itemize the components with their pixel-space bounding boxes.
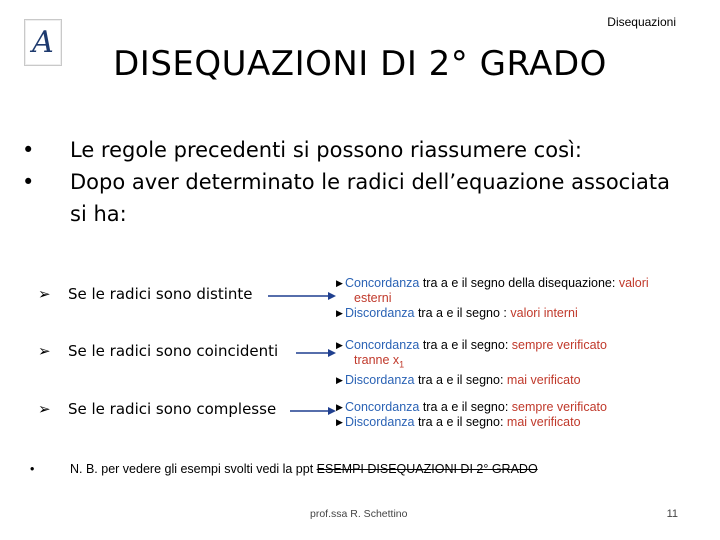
page-title: DISEQUAZIONI DI 2° GRADO <box>113 44 607 84</box>
rule-keyword: Concordanza <box>345 276 420 290</box>
intro-item <box>22 134 682 166</box>
rule-result-cont: tranne x <box>354 353 400 367</box>
rule-line <box>336 415 696 430</box>
note-text: N. B. per vedere gli esempi svolti vedi la ppt <box>70 462 317 476</box>
logo: A <box>24 19 62 66</box>
arrow-bullet-icon: ➢ <box>38 400 51 418</box>
rule-result-cont: esterni <box>354 291 392 305</box>
rule-result: sempre verificato <box>511 400 607 414</box>
intro-list <box>22 134 682 230</box>
case-coincident <box>38 342 278 360</box>
rule-result: mai verificato <box>506 372 581 387</box>
rule-result: valori <box>618 276 649 290</box>
triangle-bullet-icon: ▶ <box>336 340 343 350</box>
case-distinct <box>38 285 253 303</box>
rule-text: tra a e il segno: <box>419 400 512 414</box>
rule-result: sempre verificato <box>511 338 607 352</box>
rule-result: mai verificato <box>506 415 581 429</box>
rule-text: tra a e il segno: <box>414 415 507 429</box>
rule-line <box>336 276 696 306</box>
rule-line <box>336 373 696 388</box>
arrow-icon <box>290 404 338 418</box>
rule-keyword: Discordanza <box>345 306 415 320</box>
rule-text: tra a e il segno: <box>419 338 512 352</box>
rule-keyword: Concordanza <box>345 338 420 352</box>
topic-label: Disequazioni <box>607 15 676 29</box>
case-coincident-rules <box>336 338 696 388</box>
triangle-bullet-icon: ▶ <box>336 278 343 288</box>
case-distinct-rules <box>336 276 696 321</box>
rule-keyword: Discordanza <box>345 415 415 429</box>
rule-text: tra a e il segno della disequazione: <box>419 276 619 290</box>
rule-line <box>336 338 696 373</box>
bullet-icon: • <box>22 170 35 194</box>
note <box>30 462 538 476</box>
page-number: 11 <box>666 508 678 520</box>
intro-item <box>22 166 682 230</box>
case-label: Se le radici sono coincidenti <box>68 342 279 360</box>
rule-line <box>336 400 696 415</box>
triangle-bullet-icon: ▶ <box>336 374 343 385</box>
rule-keyword: Concordanza <box>345 400 420 414</box>
intro-text: Le regole precedenti si possono riassumere così: <box>70 138 582 162</box>
arrow-bullet-icon: ➢ <box>38 285 51 303</box>
case-complex <box>38 400 276 418</box>
rule-text: tra a e il segno: <box>414 372 507 387</box>
triangle-bullet-icon: ▶ <box>336 417 343 427</box>
triangle-bullet-icon: ▶ <box>336 308 343 318</box>
intro-text: Dopo aver determinato le radici dell’equazione associata si ha: <box>70 170 671 226</box>
note-link[interactable]: ESEMPI DISEQUAZIONI DI 2° GRADO <box>316 462 538 476</box>
subscript: 1 <box>399 359 405 370</box>
rule-keyword: Discordanza <box>345 372 415 387</box>
rule-result: valori interni <box>510 306 578 320</box>
bullet-icon: • <box>22 138 35 162</box>
triangle-bullet-icon: ▶ <box>336 402 343 412</box>
bullet-icon: • <box>30 462 35 476</box>
case-label: Se le radici sono complesse <box>68 400 277 418</box>
case-complex-rules <box>336 400 696 430</box>
footer-author: prof.ssa R. Schettino <box>310 508 408 520</box>
arrow-icon <box>296 346 338 360</box>
arrow-bullet-icon: ➢ <box>38 342 51 360</box>
arrow-icon <box>268 289 338 303</box>
case-label: Se le radici sono distinte <box>68 285 253 303</box>
rule-text: tra a e il segno : <box>414 306 511 320</box>
rule-line <box>336 306 696 321</box>
